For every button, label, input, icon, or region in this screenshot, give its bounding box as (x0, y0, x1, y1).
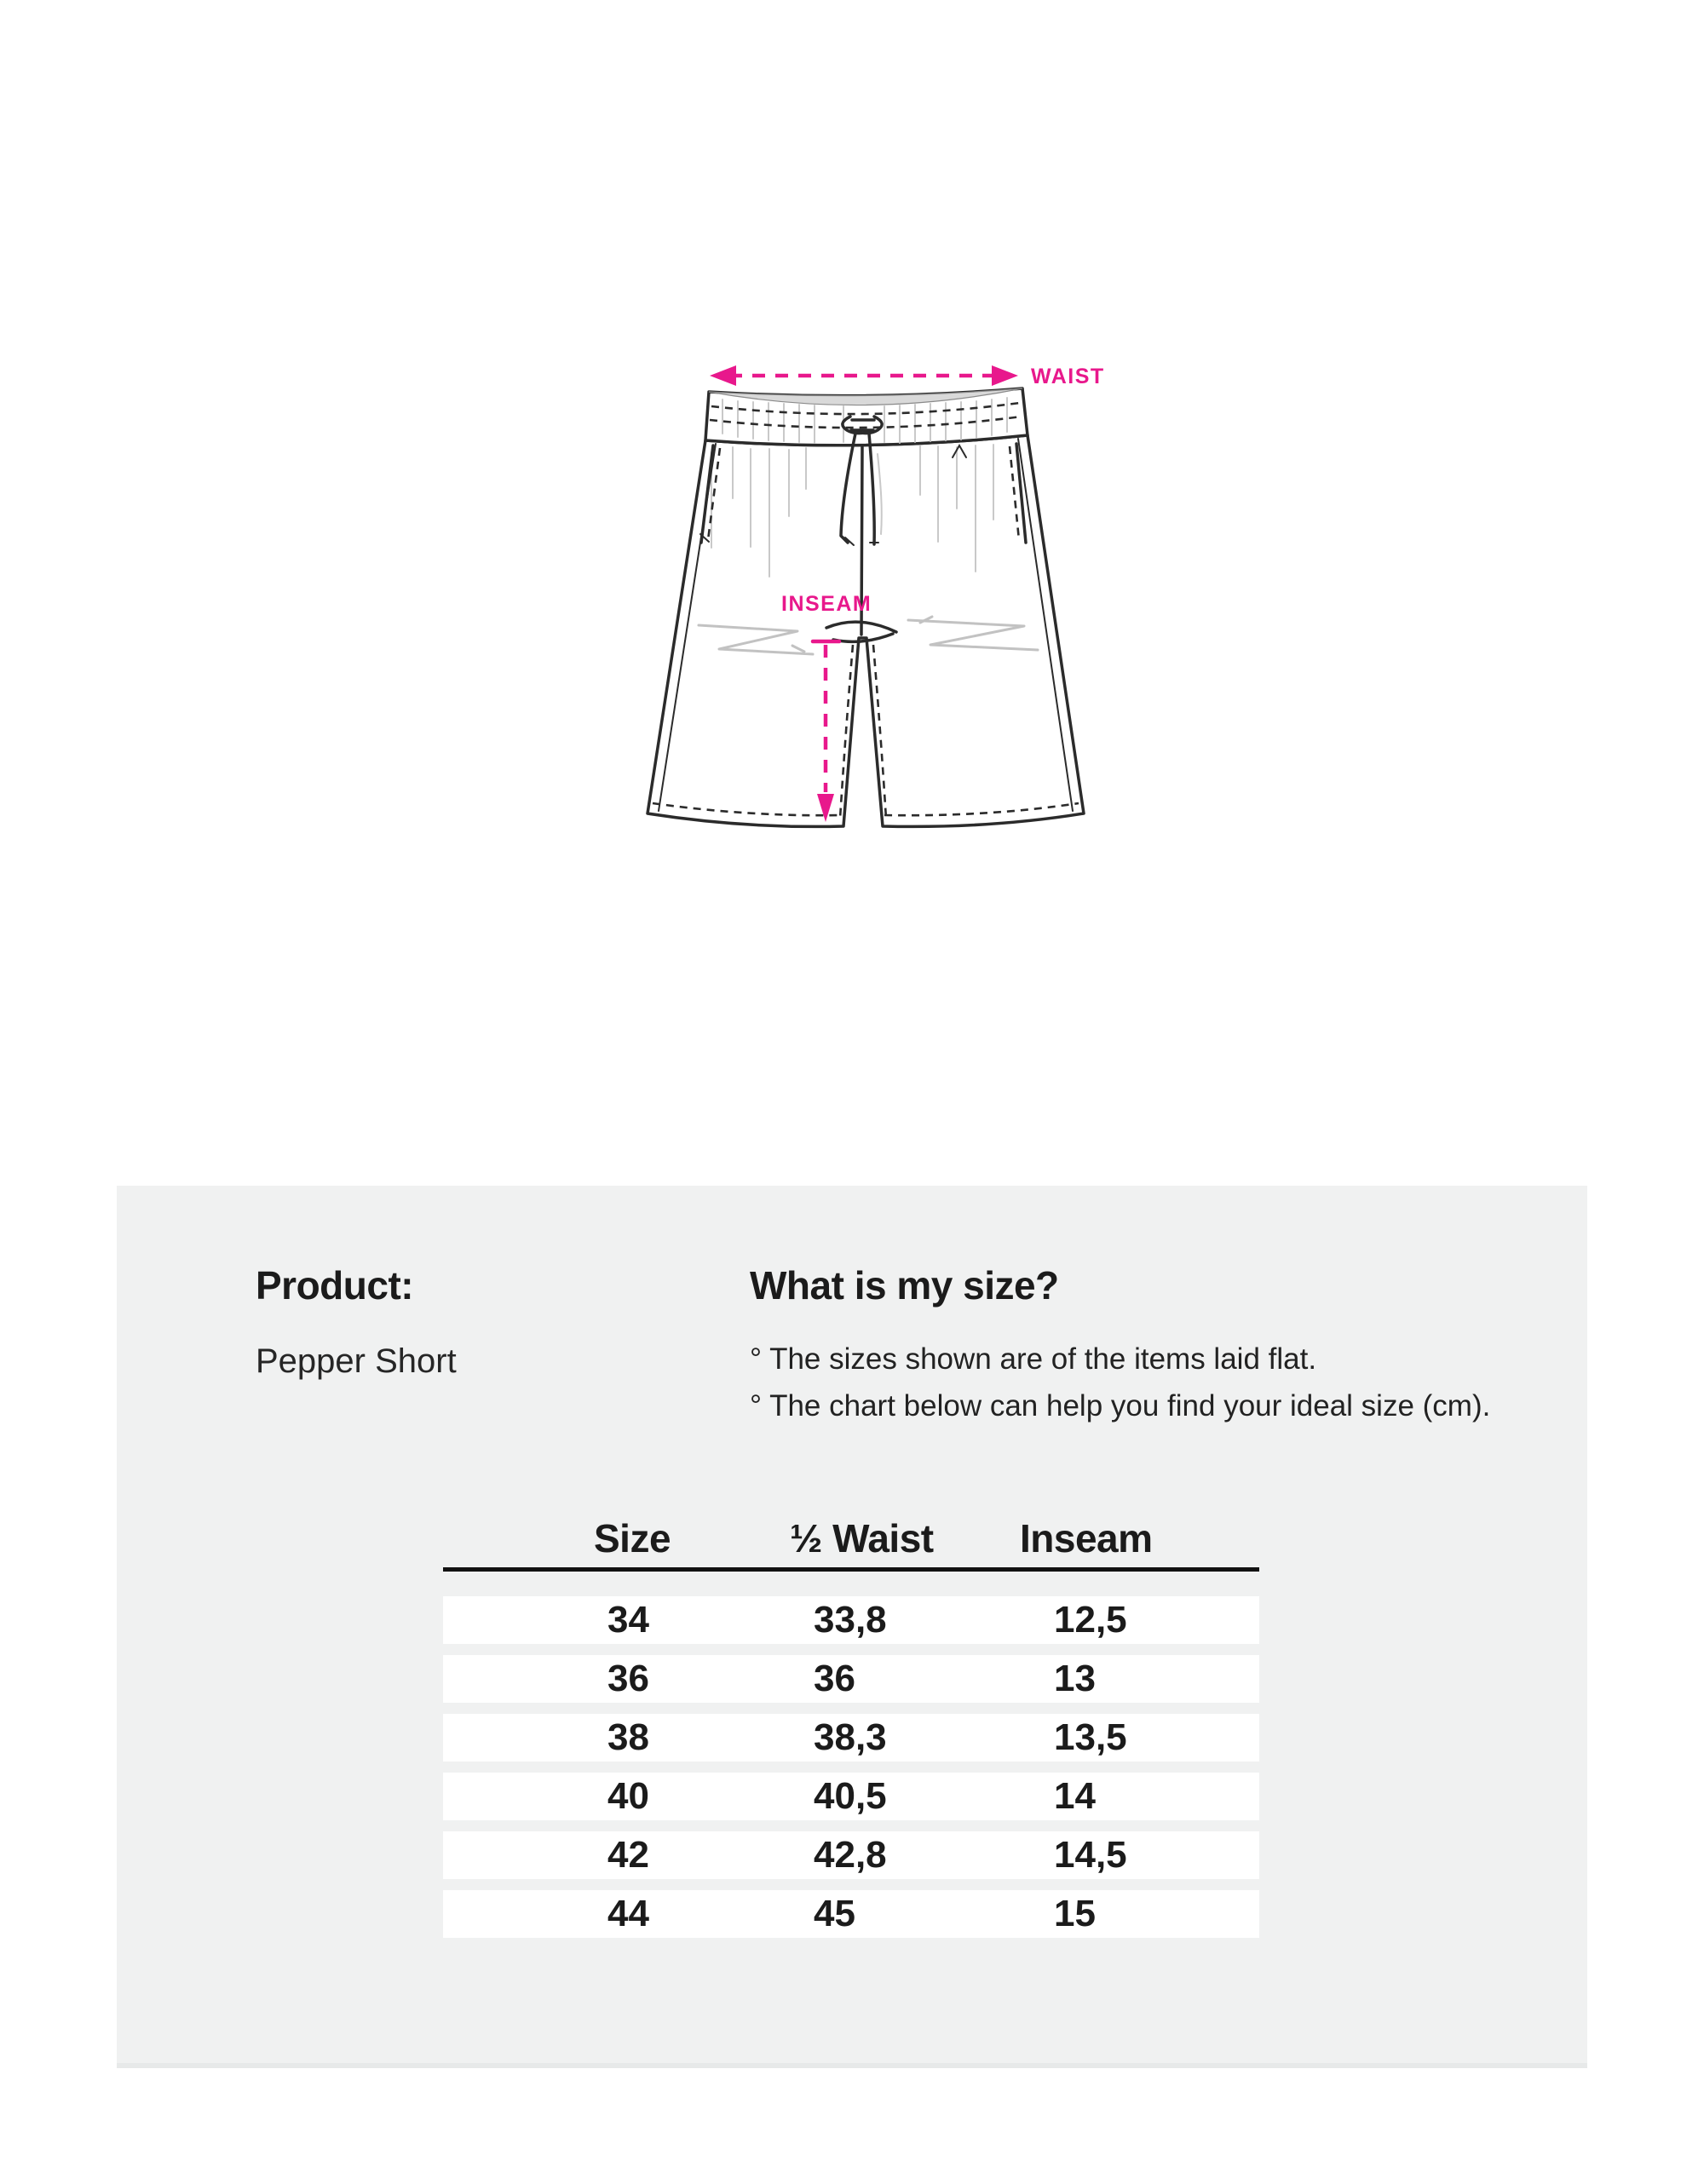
table-cell: 13 (1054, 1658, 1096, 1699)
table-row (443, 1831, 1259, 1879)
table-row (443, 1596, 1259, 1644)
size-table-header-rule (443, 1567, 1259, 1572)
product-name: Pepper Short (256, 1342, 457, 1380)
size-info-bullet: ° The sizes shown are of the items laid flat. (750, 1342, 1317, 1376)
size-table-header (443, 1518, 1259, 1559)
table-cell: 12,5 (1054, 1599, 1127, 1641)
table-row (443, 1714, 1259, 1762)
table-cell: 44 (607, 1893, 649, 1934)
table-cell: 34 (607, 1599, 649, 1641)
column-header: ½ Waist (790, 1516, 934, 1560)
column-header: Size (594, 1516, 671, 1560)
table-cell: 33,8 (814, 1599, 887, 1641)
size-table-body (443, 1596, 1259, 1938)
size-info-bullets (750, 1336, 1490, 1429)
table-cell: 40,5 (814, 1775, 887, 1817)
table-cell: 36 (814, 1658, 855, 1699)
size-table (443, 1518, 1259, 1952)
table-cell: 42 (607, 1834, 649, 1876)
table-cell: 38,3 (814, 1716, 887, 1758)
column-header: Inseam (1020, 1516, 1153, 1560)
waist-arrow (710, 365, 1018, 386)
size-info-bullet: ° The chart below can help you find your ideal size (cm). (750, 1389, 1491, 1422)
product-heading: Product: (256, 1263, 414, 1308)
waist-label: WAIST (1031, 365, 1105, 388)
table-cell: 40 (607, 1775, 649, 1817)
table-cell: 45 (814, 1893, 855, 1934)
size-guide-panel (117, 1186, 1587, 2068)
size-question-heading: What is my size? (750, 1263, 1059, 1308)
table-cell: 15 (1054, 1893, 1096, 1934)
inseam-label: INSEAM (781, 592, 872, 616)
table-cell: 36 (607, 1658, 649, 1699)
table-cell: 14 (1054, 1775, 1096, 1817)
table-row (443, 1655, 1259, 1703)
table-cell: 13,5 (1054, 1716, 1127, 1758)
table-row (443, 1773, 1259, 1820)
table-cell: 42,8 (814, 1834, 887, 1876)
table-cell: 38 (607, 1716, 649, 1758)
table-cell: 14,5 (1054, 1834, 1127, 1876)
shorts-measurement-diagram (630, 362, 1116, 852)
table-row (443, 1890, 1259, 1938)
